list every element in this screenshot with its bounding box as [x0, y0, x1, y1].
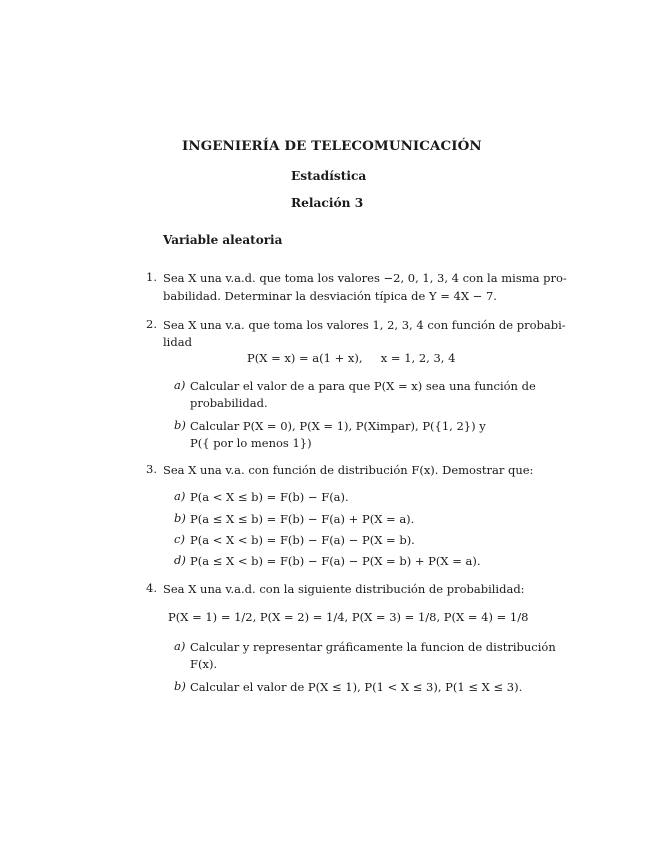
course-title: Estadística [291, 169, 367, 183]
problem-3-number: 3. [146, 462, 157, 476]
sheet-title: Relación 3 [291, 196, 364, 210]
problem-2a-label: a) [174, 378, 186, 392]
problem-3d-text: P(a ≤ X < b) = F(b) − F(a) − P(X = b) + P(X = a). [190, 554, 481, 568]
problem-2-equation: P(X = x) = a(1 + x), x = 1, 2, 3, 4 [247, 351, 456, 365]
page-title: INGENIERÍA DE TELECOMUNICACIÓN [182, 138, 482, 154]
problem-1-line2: babilidad. Determinar la desviación típica de Y = 4X − 7. [163, 289, 497, 303]
problem-3b-text: P(a ≤ X ≤ b) = F(b) − F(a) + P(X = a). [190, 512, 415, 526]
problem-3a-label: a) [174, 489, 186, 503]
problem-4-number: 4. [146, 581, 157, 595]
problem-3d-label: d) [174, 553, 186, 567]
problem-3c-text: P(a < X < b) = F(b) − F(a) − P(X = b). [190, 533, 415, 547]
problem-2-line2: lidad [163, 335, 192, 349]
problem-1-line1: Sea X una v.a.d. que toma los valores −2, 0, 1, 3, 4 con la misma pro- [163, 271, 567, 285]
problem-3-line1: Sea X una v.a. con función de distribución F(x). Demostrar que: [163, 463, 534, 477]
problem-2b-label: b) [174, 418, 186, 432]
problem-2b-line1: Calcular P(X = 0), P(X = 1), P(Ximpar), P({1, 2}) y [190, 419, 486, 433]
problem-4b-label: b) [174, 679, 186, 693]
problem-2-line1: Sea X una v.a. que toma los valores 1, 2, 3, 4 con función de probabi- [163, 318, 566, 332]
problem-4-equation: P(X = 1) = 1/2, P(X = 2) = 1/4, P(X = 3) = 1/8, P(X = 4) = 1/8 [168, 610, 529, 624]
problem-3c-label: c) [174, 532, 185, 546]
problem-2a-line1: Calcular el valor de a para que P(X = x) sea una función de [190, 379, 536, 393]
problem-4a-line2: F(x). [190, 657, 218, 671]
section-heading: Variable aleatoria [163, 233, 283, 247]
problem-3b-label: b) [174, 511, 186, 525]
problem-4-line1: Sea X una v.a.d. con la siguiente distribución de probabilidad: [163, 582, 525, 596]
problem-1-number: 1. [146, 270, 157, 284]
problem-4a-label: a) [174, 639, 186, 653]
problem-3a-text: P(a < X ≤ b) = F(b) − F(a). [190, 490, 349, 504]
problem-2a-line2: probabilidad. [190, 396, 268, 410]
problem-4a-line1: Calcular y representar gráficamente la funcion de distribución [190, 640, 556, 654]
problem-2-number: 2. [146, 317, 157, 331]
problem-2b-line2: P({ por lo menos 1}) [190, 436, 312, 450]
problem-4b-text: Calcular el valor de P(X ≤ 1), P(1 < X ≤ 3), P(1 ≤ X ≤ 3). [190, 680, 523, 694]
